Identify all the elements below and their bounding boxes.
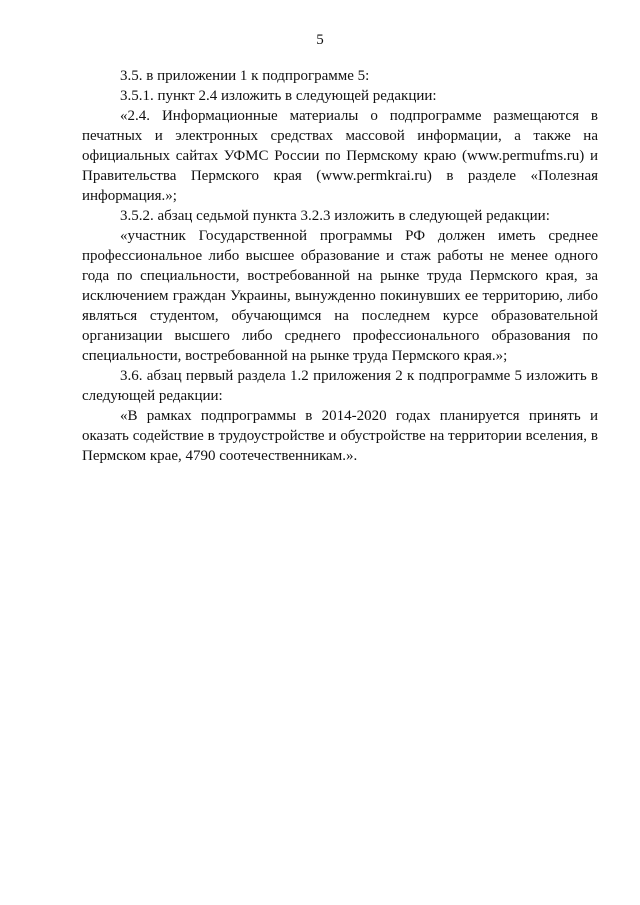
paragraph-quote-participant: «участник Государственной программы РФ должен иметь среднее профессиональное либо высшее образование и стаж работы не менее одного года по специальности, востребованной на рынке труда Пермского края, за исключением граждан Украины, вынужденно покинувших ее территорию, либо являться студентом, обучающимся на последнем курсе образовательной организации высшего либо среднего профессионального образования по специальности, востребованной на рынке труда Пермского края.»;	[82, 228, 598, 364]
paragraph-3-6: 3.6. абзац первый раздела 1.2 приложения 2 к подпрограмме 5 изложить в следующей редакции:	[82, 368, 598, 404]
page-number: 5	[316, 32, 324, 48]
paragraph-quote-subprogram: «В рамках подпрограммы в 2014-2020 годах планируется принять и оказать содействие в трудоустройстве и обустройстве на территории вселения, в Пермском крае, 4790 соотечественникам.».	[82, 408, 598, 464]
paragraph-3-5-1: 3.5.1. пункт 2.4 изложить в следующей редакции:	[120, 88, 437, 104]
paragraph-3-5-2: 3.5.2. абзац седьмой пункта 3.2.3 изложить в следующей редакции:	[120, 208, 550, 224]
paragraph-quote-2-4: «2.4. Информационные материалы о подпрограмме размещаются в печатных и электронных средствах массовой информации, а также на официальных сайтах УФМС России по Пермскому краю (www.permufms.ru) и Правительства Пермского края (www.permkrai.ru) в разделе «Полезная информация.»;	[82, 108, 598, 204]
document-body	[82, 66, 598, 466]
paragraph-3-5: 3.5. в приложении 1 к подпрограмме 5:	[120, 68, 370, 84]
